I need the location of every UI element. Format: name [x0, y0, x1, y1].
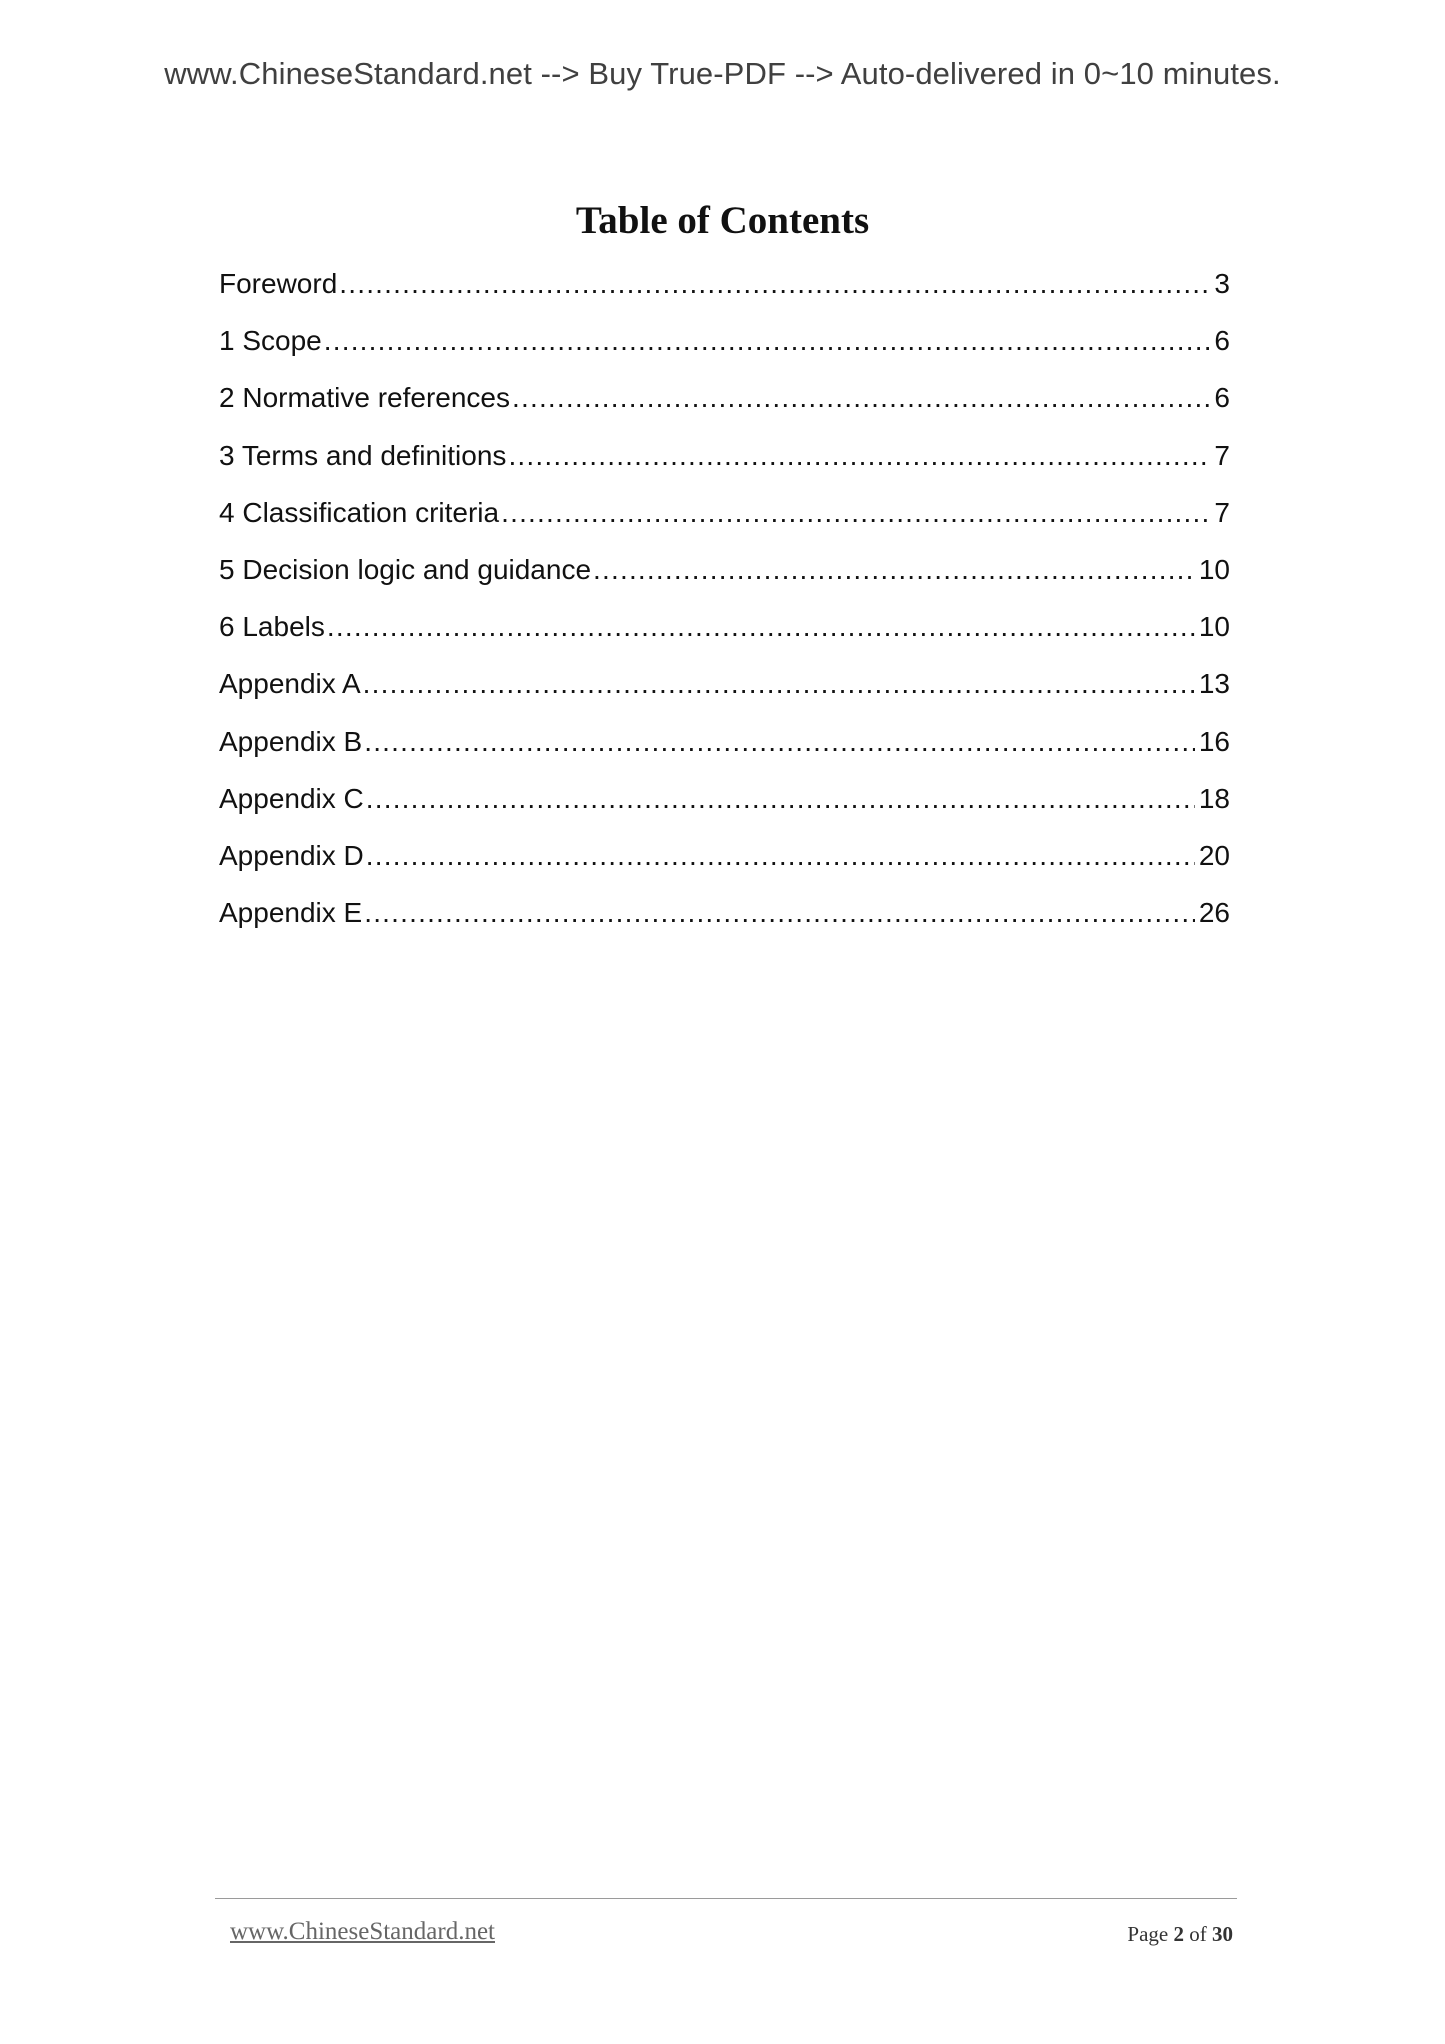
toc-entry-label: 3 Terms and definitions	[219, 439, 507, 471]
toc-entry-label: 4 Classification criteria	[219, 496, 500, 528]
toc-entry-label: Appendix B	[219, 725, 363, 757]
toc-dot-leader	[364, 726, 1195, 758]
toc-entry-page: 7	[1214, 439, 1230, 471]
toc-dot-leader	[366, 840, 1195, 872]
toc-entry-page: 7	[1214, 496, 1230, 528]
toc-entry-label: Foreword	[219, 268, 338, 299]
footer-divider	[215, 1898, 1237, 1899]
toc-entry-label: Appendix E	[219, 897, 363, 929]
toc-entry-normative-references[interactable]	[219, 382, 1230, 439]
toc-entry-appendix-a[interactable]	[219, 668, 1230, 725]
toc-entry-foreword[interactable]	[219, 268, 1230, 325]
footer-page-prefix: Page	[1127, 1922, 1169, 1946]
toc-entry-classification-criteria[interactable]	[219, 497, 1230, 554]
toc-entry-label: Appendix A	[219, 668, 361, 700]
toc-entry-labels[interactable]	[219, 611, 1230, 668]
toc-entry-page: 26	[1198, 897, 1230, 929]
toc-entry-page: 3	[1214, 268, 1230, 299]
toc-entry-page: 10	[1198, 611, 1230, 643]
toc-dot-leader	[501, 497, 1210, 529]
toc-list	[219, 268, 1230, 954]
toc-dot-leader	[324, 325, 1211, 357]
toc-entry-page: 13	[1198, 668, 1230, 700]
footer-page-of: of	[1189, 1922, 1207, 1946]
toc-entry-appendix-c[interactable]	[219, 783, 1230, 840]
toc-dot-leader	[339, 268, 1210, 300]
toc-dot-leader	[593, 554, 1195, 586]
toc-dot-leader	[363, 668, 1195, 700]
top-banner: www.ChineseStandard.net --> Buy True-PDF --> Auto-delivered in 0~10 minutes.	[164, 56, 1281, 91]
toc-entry-terms-and-definitions[interactable]	[219, 440, 1230, 497]
toc-title: Table of Contents	[575, 199, 870, 242]
toc-entry-page: 16	[1198, 725, 1230, 757]
footer-site-link[interactable]: www.ChineseStandard.net	[230, 1918, 495, 1945]
toc-entry-label: Appendix C	[219, 782, 364, 814]
toc-entry-label: Appendix D	[219, 839, 364, 871]
toc-entry-page: 6	[1214, 382, 1230, 414]
toc-entry-label: 5 Decision logic and guidance	[219, 553, 592, 585]
footer-page-number	[1127, 1922, 1233, 1947]
toc-entry-label: 6 Labels	[219, 611, 325, 643]
toc-entry-label: 1 Scope	[219, 325, 322, 357]
toc-entry-page: 18	[1198, 782, 1230, 814]
toc-entry-appendix-b[interactable]	[219, 726, 1230, 783]
toc-entry-page: 10	[1198, 553, 1230, 585]
toc-entry-scope[interactable]	[219, 325, 1230, 382]
toc-entry-page: 6	[1214, 325, 1230, 357]
footer-page-total: 30	[1212, 1922, 1233, 1946]
footer-page-current: 2	[1173, 1922, 1184, 1946]
toc-dot-leader	[364, 897, 1195, 929]
toc-entry-appendix-d[interactable]	[219, 840, 1230, 897]
toc-dot-leader	[508, 440, 1210, 472]
toc-dot-leader	[327, 611, 1195, 643]
toc-entry-page: 20	[1198, 839, 1230, 871]
toc-entry-decision-logic[interactable]	[219, 554, 1230, 611]
toc-entry-appendix-e[interactable]	[219, 897, 1230, 954]
toc-dot-leader	[512, 382, 1210, 414]
toc-entry-label: 2 Normative references	[219, 382, 511, 414]
toc-dot-leader	[366, 783, 1195, 815]
